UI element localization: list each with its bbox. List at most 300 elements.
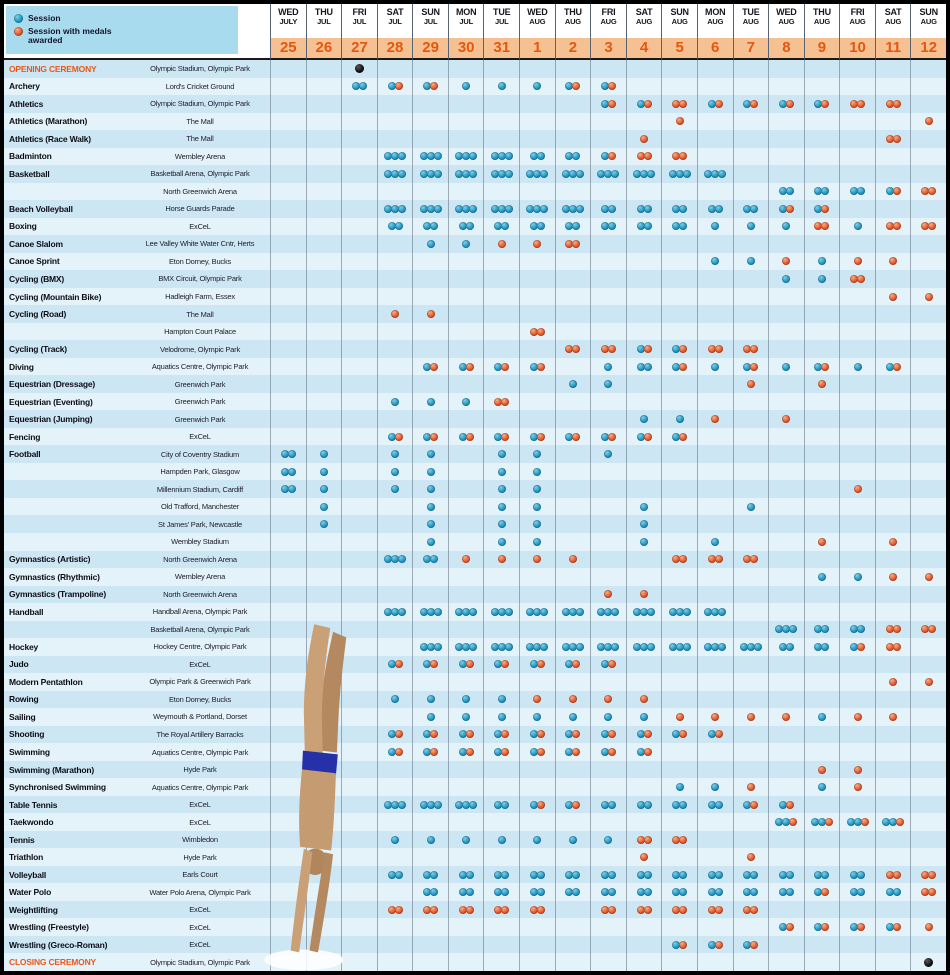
session-dot-icon [434,643,442,651]
schedule-cell [875,305,911,323]
schedule-cell [341,253,377,271]
schedule-cell [697,551,733,569]
schedule-cell [839,165,875,183]
schedule-cell [626,743,662,761]
schedule-cell [733,708,769,726]
schedule-cell [519,638,555,656]
sport-label: Canoe Sprint [4,253,130,271]
schedule-cell [555,218,591,236]
schedule-cell [768,778,804,796]
ceremony-dot-icon [924,958,933,967]
schedule-cell [733,568,769,586]
session-dot-icon [715,888,723,896]
schedule-cell [448,218,484,236]
schedule-cell [768,743,804,761]
schedule-cell [270,165,306,183]
schedule-cell [448,60,484,78]
schedule-cell [412,235,448,253]
medal-session-dot-icon [679,345,687,353]
medal-session-dot-icon [395,82,403,90]
medal-session-dot-icon [747,783,755,791]
schedule-cell [910,288,946,306]
schedule-cell [804,533,840,551]
schedule-cell [661,183,697,201]
schedule-cell [270,235,306,253]
schedule-cell [804,743,840,761]
schedule-cell [910,305,946,323]
session-dot-icon [533,836,541,844]
date-day-label: SUN [919,7,938,17]
sport-label: Handball [4,603,130,621]
schedule-cell [875,533,911,551]
schedule-cell [839,901,875,919]
schedule-cell [804,445,840,463]
medal-session-dot-icon [679,906,687,914]
date-day-label: THU [813,7,831,17]
date-column-header [377,4,413,60]
session-dot-icon [821,871,829,879]
schedule-cell [341,410,377,428]
schedule-cell [875,515,911,533]
schedule-cell [306,901,342,919]
schedule-cell [733,393,769,411]
schedule-cell [555,393,591,411]
schedule-cell [590,463,626,481]
medal-session-dot-icon [750,906,758,914]
schedule-cell [377,235,413,253]
schedule-cell [768,340,804,358]
schedule-cell [839,305,875,323]
schedule-cell [448,656,484,674]
schedule-cell [519,183,555,201]
schedule-cell [768,515,804,533]
schedule-cell [733,656,769,674]
schedule-cell [377,586,413,604]
date-column-header [626,4,662,60]
schedule-cell [412,375,448,393]
medal-session-dot-icon [501,906,509,914]
schedule-cell [804,901,840,919]
schedule-cell [804,428,840,446]
medal-session-dot-icon [501,433,509,441]
schedule-cell [626,463,662,481]
session-dot-icon [818,257,826,265]
schedule-cell [341,60,377,78]
schedule-cell [661,393,697,411]
date-column-header [804,4,840,60]
medal-session-dot-icon [786,205,794,213]
session-dot-icon [718,643,726,651]
session-dot-icon [786,871,794,879]
schedule-cell [626,918,662,936]
schedule-cell [875,78,911,96]
session-dot-icon [711,222,719,230]
schedule-cell [733,253,769,271]
schedule-cell [626,638,662,656]
medal-session-dot-icon [928,222,936,230]
schedule-cell [839,200,875,218]
schedule-cell [519,130,555,148]
venue-label: Wembley Arena [130,148,270,166]
medal-session-dot-icon [604,695,612,703]
schedule-cell [697,183,733,201]
schedule-cell [590,691,626,709]
venue-label: Wembley Stadium [130,533,270,551]
schedule-cell [483,831,519,849]
schedule-cell [661,130,697,148]
schedule-cell [697,621,733,639]
schedule-cell [910,340,946,358]
schedule-cell [448,866,484,884]
schedule-cell [412,60,448,78]
medal-session-dot-icon [821,923,829,931]
medal-session-dot-icon [462,555,470,563]
schedule-cell [875,148,911,166]
schedule-cell [270,113,306,131]
schedule-cell [697,691,733,709]
session-dot-icon [576,170,584,178]
schedule-cell [804,270,840,288]
schedule-cell [555,410,591,428]
schedule-cell [412,813,448,831]
date-number: 30 [449,38,484,58]
venue-label: The Mall [130,305,270,323]
schedule-cell [839,480,875,498]
schedule-cell [804,796,840,814]
schedule-cell [519,726,555,744]
session-dot-icon [782,222,790,230]
sport-label: Modern Pentathlon [4,673,130,691]
schedule-cell [448,78,484,96]
schedule-cell [377,936,413,954]
schedule-cell [448,288,484,306]
schedule-cell [910,235,946,253]
schedule-cell [306,866,342,884]
date-month-label: AUG [600,17,617,26]
schedule-cell [377,848,413,866]
schedule-cell [519,305,555,323]
schedule-cell [377,253,413,271]
schedule-cell [519,463,555,481]
sport-label: Shooting [4,726,130,744]
schedule-cell [270,183,306,201]
schedule-cell [804,78,840,96]
session-dot-icon [498,503,506,511]
date-day-label: FRI [850,7,865,17]
schedule-cell [412,393,448,411]
schedule-cell [733,288,769,306]
schedule-cell [733,936,769,954]
schedule-cell [412,848,448,866]
session-dot-icon [391,485,399,493]
sport-label [4,463,130,481]
date-number: 11 [876,38,911,58]
medal-session-dot-icon [818,380,826,388]
schedule-cell [377,568,413,586]
schedule-cell [270,708,306,726]
schedule-cell [661,883,697,901]
schedule-cell [519,708,555,726]
schedule-cell [590,130,626,148]
schedule-cell [839,340,875,358]
date-number: 1 [520,38,555,58]
schedule-cell [483,445,519,463]
schedule-cell [412,340,448,358]
schedule-cell [626,218,662,236]
schedule-cell [839,375,875,393]
medal-session-dot-icon [825,818,833,826]
schedule-cell [341,498,377,516]
session-dot-icon [427,450,435,458]
sport-label: Gymnastics (Trampoline) [4,586,130,604]
schedule-cell [448,638,484,656]
schedule-cell [697,673,733,691]
schedule-cell [412,918,448,936]
schedule-cell [270,323,306,341]
schedule-cell [768,603,804,621]
medal-session-dot-icon [676,713,684,721]
medal-session-dot-icon [715,730,723,738]
schedule-cell [377,340,413,358]
medal-session-dot-icon [715,555,723,563]
session-dot-icon [505,643,513,651]
schedule-cell [519,866,555,884]
schedule-cell [910,953,946,971]
session-dot-icon [320,503,328,511]
schedule-cell [768,638,804,656]
medal-session-dot-icon [711,713,719,721]
schedule-cell [768,673,804,691]
schedule-cell [590,638,626,656]
schedule-cell [804,918,840,936]
schedule-cell [341,848,377,866]
schedule-cell [768,235,804,253]
venue-label: BMX Circuit, Olympic Park [130,270,270,288]
session-dot-icon [466,222,474,230]
legend-session-label: Session [28,12,61,23]
schedule-cell [733,551,769,569]
schedule-cell [661,445,697,463]
schedule-cell [519,586,555,604]
medal-session-dot-icon [928,888,936,896]
schedule-cell [768,305,804,323]
schedule-cell [910,848,946,866]
schedule-cell [697,796,733,814]
schedule-cell [804,200,840,218]
schedule-cell [839,78,875,96]
schedule-cell [768,200,804,218]
schedule-cell [519,953,555,971]
schedule-cell [839,253,875,271]
schedule-cell [519,761,555,779]
schedule-cell [448,603,484,621]
schedule-cell [483,498,519,516]
schedule-cell [697,200,733,218]
schedule-cell [483,813,519,831]
schedule-cell [519,165,555,183]
schedule-cell [804,463,840,481]
schedule-cell [341,305,377,323]
medal-session-dot-icon [715,345,723,353]
schedule-cell [306,270,342,288]
schedule-cell [412,305,448,323]
schedule-cell [910,165,946,183]
schedule-cell [306,515,342,533]
schedule-cell [270,813,306,831]
sport-label: Football [4,445,130,463]
session-dot-icon [608,205,616,213]
legend-medal-label: Session with medals awarded [28,25,112,46]
schedule-cell [483,533,519,551]
schedule-cell [448,358,484,376]
schedule-cell [910,638,946,656]
medal-session-dot-icon [572,801,580,809]
schedule-cell [519,218,555,236]
schedule-cell [768,288,804,306]
schedule-cell [341,936,377,954]
schedule-cell [661,848,697,866]
medal-session-dot-icon [501,398,509,406]
medal-session-dot-icon [854,766,862,774]
date-day-label: MON [705,7,726,17]
date-day-label: SUN [421,7,440,17]
medal-session-dot-icon [854,783,862,791]
schedule-cell [733,638,769,656]
session-dot-icon [640,415,648,423]
medal-session-dot-icon [608,748,616,756]
schedule-cell [519,428,555,446]
schedule-cell [341,148,377,166]
session-dot-icon [644,222,652,230]
schedule-cell [733,78,769,96]
schedule-cell [341,130,377,148]
schedule-cell [697,113,733,131]
schedule-cell [448,340,484,358]
sport-label: Athletics [4,95,130,113]
schedule-cell [377,463,413,481]
medal-session-dot-icon [608,660,616,668]
schedule-cell [910,761,946,779]
session-dot-icon [395,222,403,230]
medal-session-dot-icon [925,923,933,931]
medal-session-dot-icon [857,100,865,108]
schedule-cell [804,778,840,796]
sport-label: Boxing [4,218,130,236]
medal-session-dot-icon [608,345,616,353]
schedule-cell [483,515,519,533]
schedule-cell [910,60,946,78]
schedule-cell [733,305,769,323]
schedule-cell [341,918,377,936]
schedule-cell [306,551,342,569]
schedule-cell [555,778,591,796]
schedule-cell [448,708,484,726]
schedule-cell [341,586,377,604]
session-dot-icon [818,275,826,283]
schedule-cell [626,183,662,201]
session-dot-icon [604,380,612,388]
schedule-cell [839,60,875,78]
date-month-label: JULY [279,17,298,26]
schedule-cell [910,901,946,919]
schedule-cell [733,918,769,936]
schedule-cell [804,936,840,954]
schedule-cell [768,323,804,341]
medal-session-dot-icon [501,748,509,756]
schedule-cell [483,901,519,919]
schedule-cell [804,708,840,726]
schedule-cell [519,831,555,849]
schedule-cell [733,831,769,849]
schedule-cell [804,218,840,236]
schedule-cell [341,463,377,481]
schedule-cell [377,866,413,884]
medal-session-dot-icon [750,555,758,563]
schedule-cell [910,78,946,96]
schedule-cell [306,568,342,586]
schedule-cell [270,95,306,113]
session-dot-icon [711,257,719,265]
schedule-cell [483,305,519,323]
session-dot-icon [391,836,399,844]
medal-session-dot-icon [569,555,577,563]
schedule-cell [448,586,484,604]
medal-session-dot-icon [893,135,901,143]
schedule-cell [910,253,946,271]
session-dot-icon [430,871,438,879]
schedule-cell [590,515,626,533]
schedule-cell [697,165,733,183]
schedule-cell [839,270,875,288]
medal-session-dot-icon [896,818,904,826]
schedule-cell [733,883,769,901]
session-dot-icon [821,625,829,633]
session-dot-icon [640,713,648,721]
schedule-cell [626,726,662,744]
schedule-cell [661,866,697,884]
medal-session-dot-icon [640,853,648,861]
schedule-cell [733,761,769,779]
schedule-cell [448,498,484,516]
schedule-cell [910,358,946,376]
schedule-cell [555,936,591,954]
schedule-cell [306,183,342,201]
medal-session-dot-icon [818,538,826,546]
session-dot-icon [679,222,687,230]
schedule-cell [661,551,697,569]
sport-label: Wrestling (Freestyle) [4,918,130,936]
schedule-cell [448,551,484,569]
venue-label: Weymouth & Portland, Dorset [130,708,270,726]
schedule-cell [555,621,591,639]
schedule-cell [626,130,662,148]
medal-session-dot-icon [679,100,687,108]
schedule-cell [341,743,377,761]
schedule-cell [270,410,306,428]
schedule-cell [341,673,377,691]
schedule-cell [910,883,946,901]
schedule-cell [555,673,591,691]
session-dot-icon [604,713,612,721]
schedule-cell [306,796,342,814]
schedule-cell [270,656,306,674]
session-dot-icon [818,573,826,581]
schedule-cell [483,621,519,639]
schedule-cell [768,621,804,639]
session-dot-icon [569,380,577,388]
medal-session-dot-icon [789,818,797,826]
schedule-cell [306,218,342,236]
